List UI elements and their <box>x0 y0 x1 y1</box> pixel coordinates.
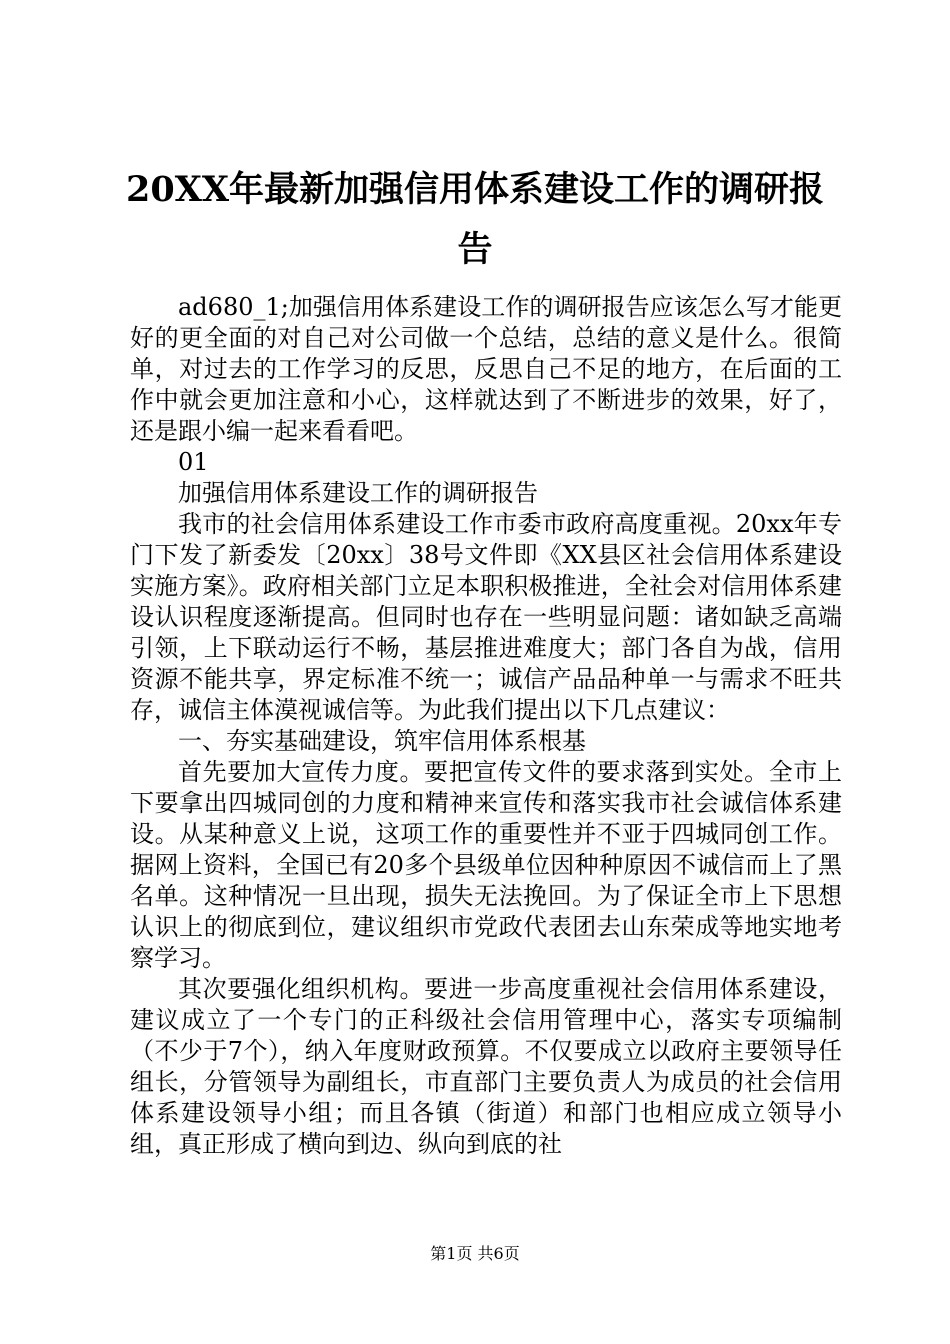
section-heading: 加强信用体系建设工作的调研报告 <box>178 479 538 507</box>
document-title: 20XX年最新加强信用体系建设工作的调研报告 <box>125 169 825 270</box>
document-body <box>130 292 842 1160</box>
paragraph-intro: ad680_1;加强信用体系建设工作的调研报告应该怎么写才能更好的更全面的对自己对公司做一个总结，总结的意义是什么。很简单，对过去的工作学习的反思，反思自己不足的地方，在后面的工作中就会更加注意和小心，这样就达到了不断进步的效果，好了，还是跟小编一起来看看吧。 <box>130 293 842 445</box>
subsection-heading: 一、夯实基础建设，筑牢信用体系根基 <box>178 727 586 755</box>
paragraph: 其次要强化组织机构。要进一步高度重视社会信用体系建设，建议成立了一个专门的正科级社会信用管理中心，落实专项编制（不少于7个），纳入年度财政预算。不仅要成立以政府主要领导任组长，分管领导为副组长，市直部门主要负责人为成员的社会信用体系建设领导小组；而且各镇（街道）和部门也相应成立领导小组，真正形成了横向到边、纵向到底的社 <box>130 975 842 1158</box>
paragraph: 首先要加大宣传力度。要把宣传文件的要求落到实处。全市上下要拿出四城同创的力度和精神来宣传和落实我市社会诚信体系建设。从某种意义上说，这项工作的重要性并不亚于四城同创工作。据网上资料，全国已有20多个县级单位因种种原因不诚信而上了黑名单。这种情况一旦出现，损失无法挽回。为了保证全市上下思想认识上的彻底到位，建议组织市党政代表团去山东荣成等地实地考察学习。 <box>130 758 842 972</box>
section-number: 01 <box>178 448 209 476</box>
page-footer: 第1页 共6页 <box>430 1244 520 1263</box>
paragraph: 我市的社会信用体系建设工作市委市政府高度重视。20xx年专门下发了新委发〔20xx〕38号文件即《XX县区社会信用体系建设实施方案》。政府相关部门立足本职积极推进，全社会对信用体系建设认识程度逐渐提高。但同时也存在一些明显问题：诸如缺乏高端引领，上下联动运行不畅，基层推进难度大；部门各自为战，信用资源不能共享，界定标准不统一；诚信产品品种单一与需求不旺共存，诚信主体漠视诚信等。为此我们提出以下几点建议： <box>130 510 842 724</box>
